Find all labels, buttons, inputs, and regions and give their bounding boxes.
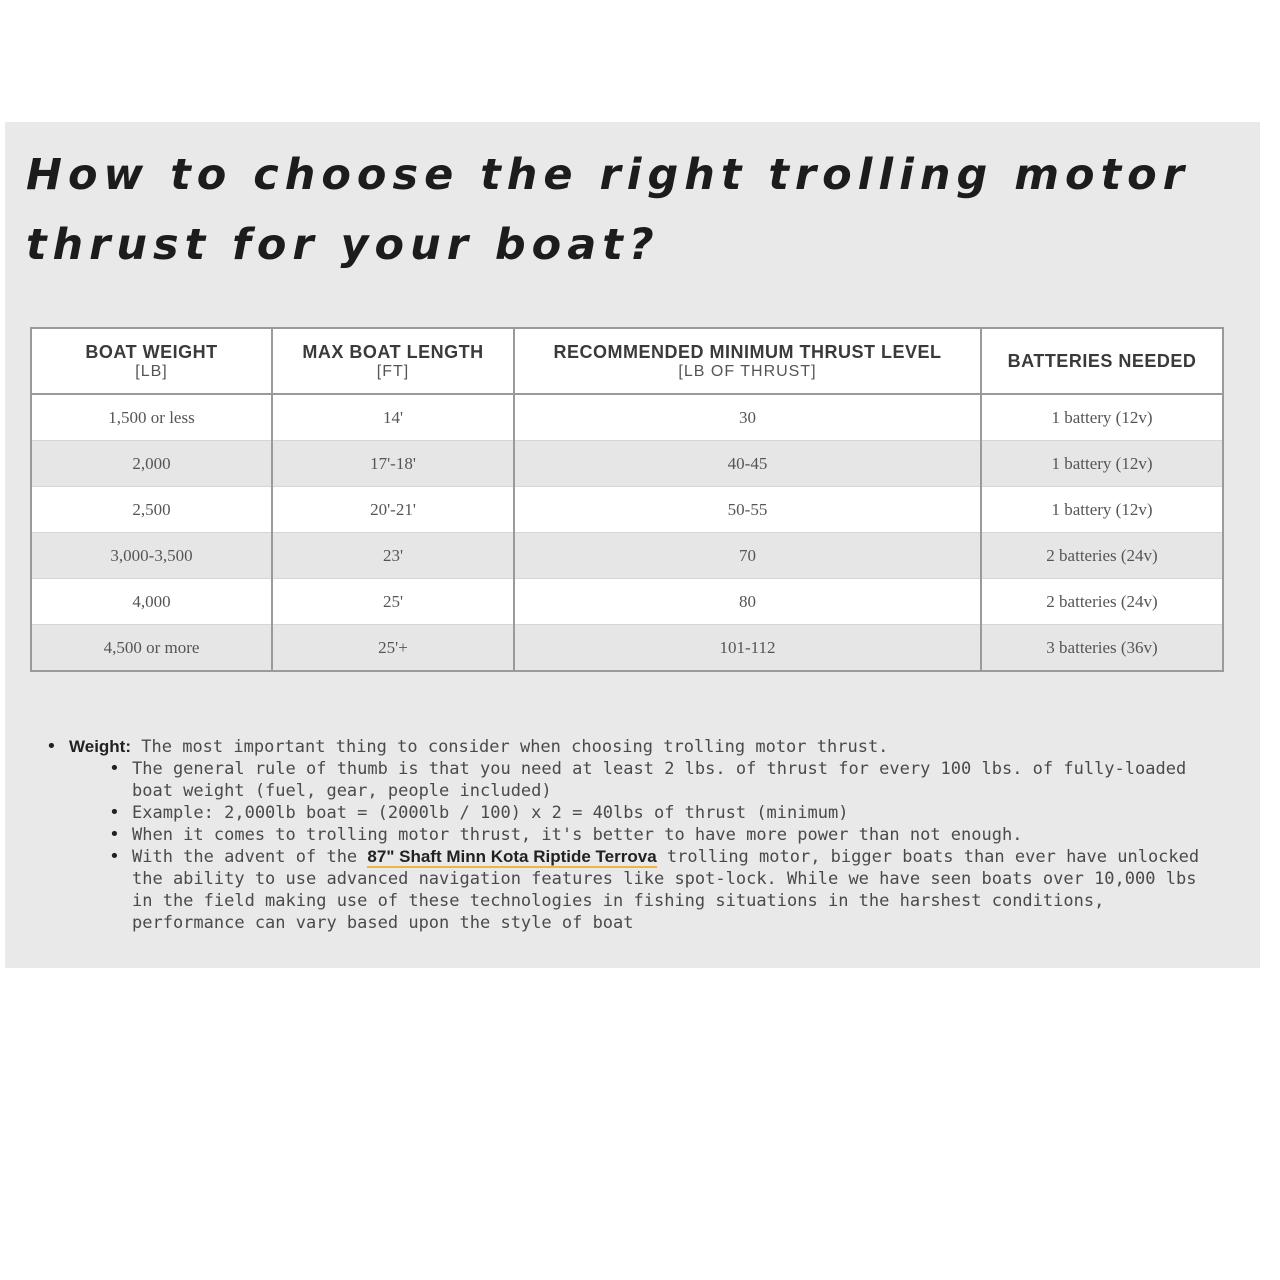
- cell-max-length: 17'-18': [272, 441, 514, 487]
- cell-batteries: 1 battery (12v): [981, 394, 1223, 441]
- header-unit: [FT]: [376, 362, 410, 380]
- header-label: BOAT WEIGHT: [85, 341, 218, 362]
- cell-max-length: 23': [272, 533, 514, 579]
- weight-label: Weight:: [69, 737, 132, 756]
- header-batteries-needed: [981, 328, 1223, 394]
- advent-suffix: trolling motor, bigger boats than ever have unlocked the ability to use advanced navigation features like spot-lock. While we have seen boats over 10,000 lbs in the field making use of these technologies in fishing situations in the harshest conditions, performance can vary based upon the style of boat: [132, 847, 1200, 933]
- note-weight: [46, 736, 1226, 934]
- cell-min-thrust: 80: [514, 579, 981, 625]
- page-title: How to choose the right trolling motor thrust for your boat?: [26, 150, 1190, 270]
- cell-batteries: 2 batteries (24v): [981, 579, 1223, 625]
- cell-min-thrust: 40-45: [514, 441, 981, 487]
- table-row: [31, 625, 1223, 672]
- cell-batteries: 1 battery (12v): [981, 487, 1223, 533]
- note-more-power: • When it comes to trolling motor thrust, it's better to have more power than not enough.: [109, 824, 1226, 846]
- cell-boat-weight: 1,500 or less: [31, 394, 272, 441]
- cell-batteries: 3 batteries (36v): [981, 625, 1223, 672]
- note-advent: [109, 846, 1226, 934]
- cell-boat-weight: 4,500 or more: [31, 625, 272, 672]
- weight-sublist: [69, 758, 1226, 934]
- table-header-row: [31, 328, 1223, 394]
- cell-min-thrust: 101-112: [514, 625, 981, 672]
- header-unit: [LB OF THRUST]: [678, 362, 817, 380]
- header-boat-weight: [31, 328, 272, 394]
- cell-boat-weight: 2,000: [31, 441, 272, 487]
- header-label: MAX BOAT LENGTH: [302, 341, 484, 362]
- cell-max-length: 25': [272, 579, 514, 625]
- cell-batteries: 1 battery (12v): [981, 441, 1223, 487]
- notes-list: [46, 736, 1226, 934]
- header-unit: [LB]: [135, 362, 168, 380]
- cell-boat-weight: 4,000: [31, 579, 272, 625]
- table-row: [31, 394, 1223, 441]
- table-row: [31, 533, 1223, 579]
- advent-prefix: With the advent of the: [132, 847, 358, 867]
- table-row: [31, 579, 1223, 625]
- note-rule-of-thumb: • The general rule of thumb is that you need at least 2 lbs. of thrust for every 100 lbs. of fully-loaded boat weight (fuel, gear, people included): [109, 758, 1226, 802]
- note-example: • Example: 2,000lb boat = (2000lb / 100) x 2 = 40lbs of thrust (minimum): [109, 802, 1226, 824]
- cell-boat-weight: 3,000-3,500: [31, 533, 272, 579]
- table-row: [31, 441, 1223, 487]
- cell-min-thrust: 50-55: [514, 487, 981, 533]
- cell-max-length: 25'+: [272, 625, 514, 672]
- cell-min-thrust: 30: [514, 394, 981, 441]
- table-row: [31, 487, 1223, 533]
- cell-max-length: 20'-21': [272, 487, 514, 533]
- header-label: RECOMMENDED MINIMUM THRUST LEVEL: [553, 341, 942, 362]
- header-label: BATTERIES NEEDED: [1007, 350, 1197, 371]
- weight-text: The most important thing to consider when choosing trolling motor thrust.: [141, 737, 889, 757]
- cell-min-thrust: 70: [514, 533, 981, 579]
- header-max-boat-length: [272, 328, 514, 394]
- product-link[interactable]: 87" Shaft Minn Kota Riptide Terrova: [367, 847, 657, 866]
- header-min-thrust: [514, 328, 981, 394]
- cell-boat-weight: 2,500: [31, 487, 272, 533]
- cell-max-length: 14': [272, 394, 514, 441]
- cell-batteries: 2 batteries (24v): [981, 533, 1223, 579]
- thrust-table: [30, 327, 1224, 672]
